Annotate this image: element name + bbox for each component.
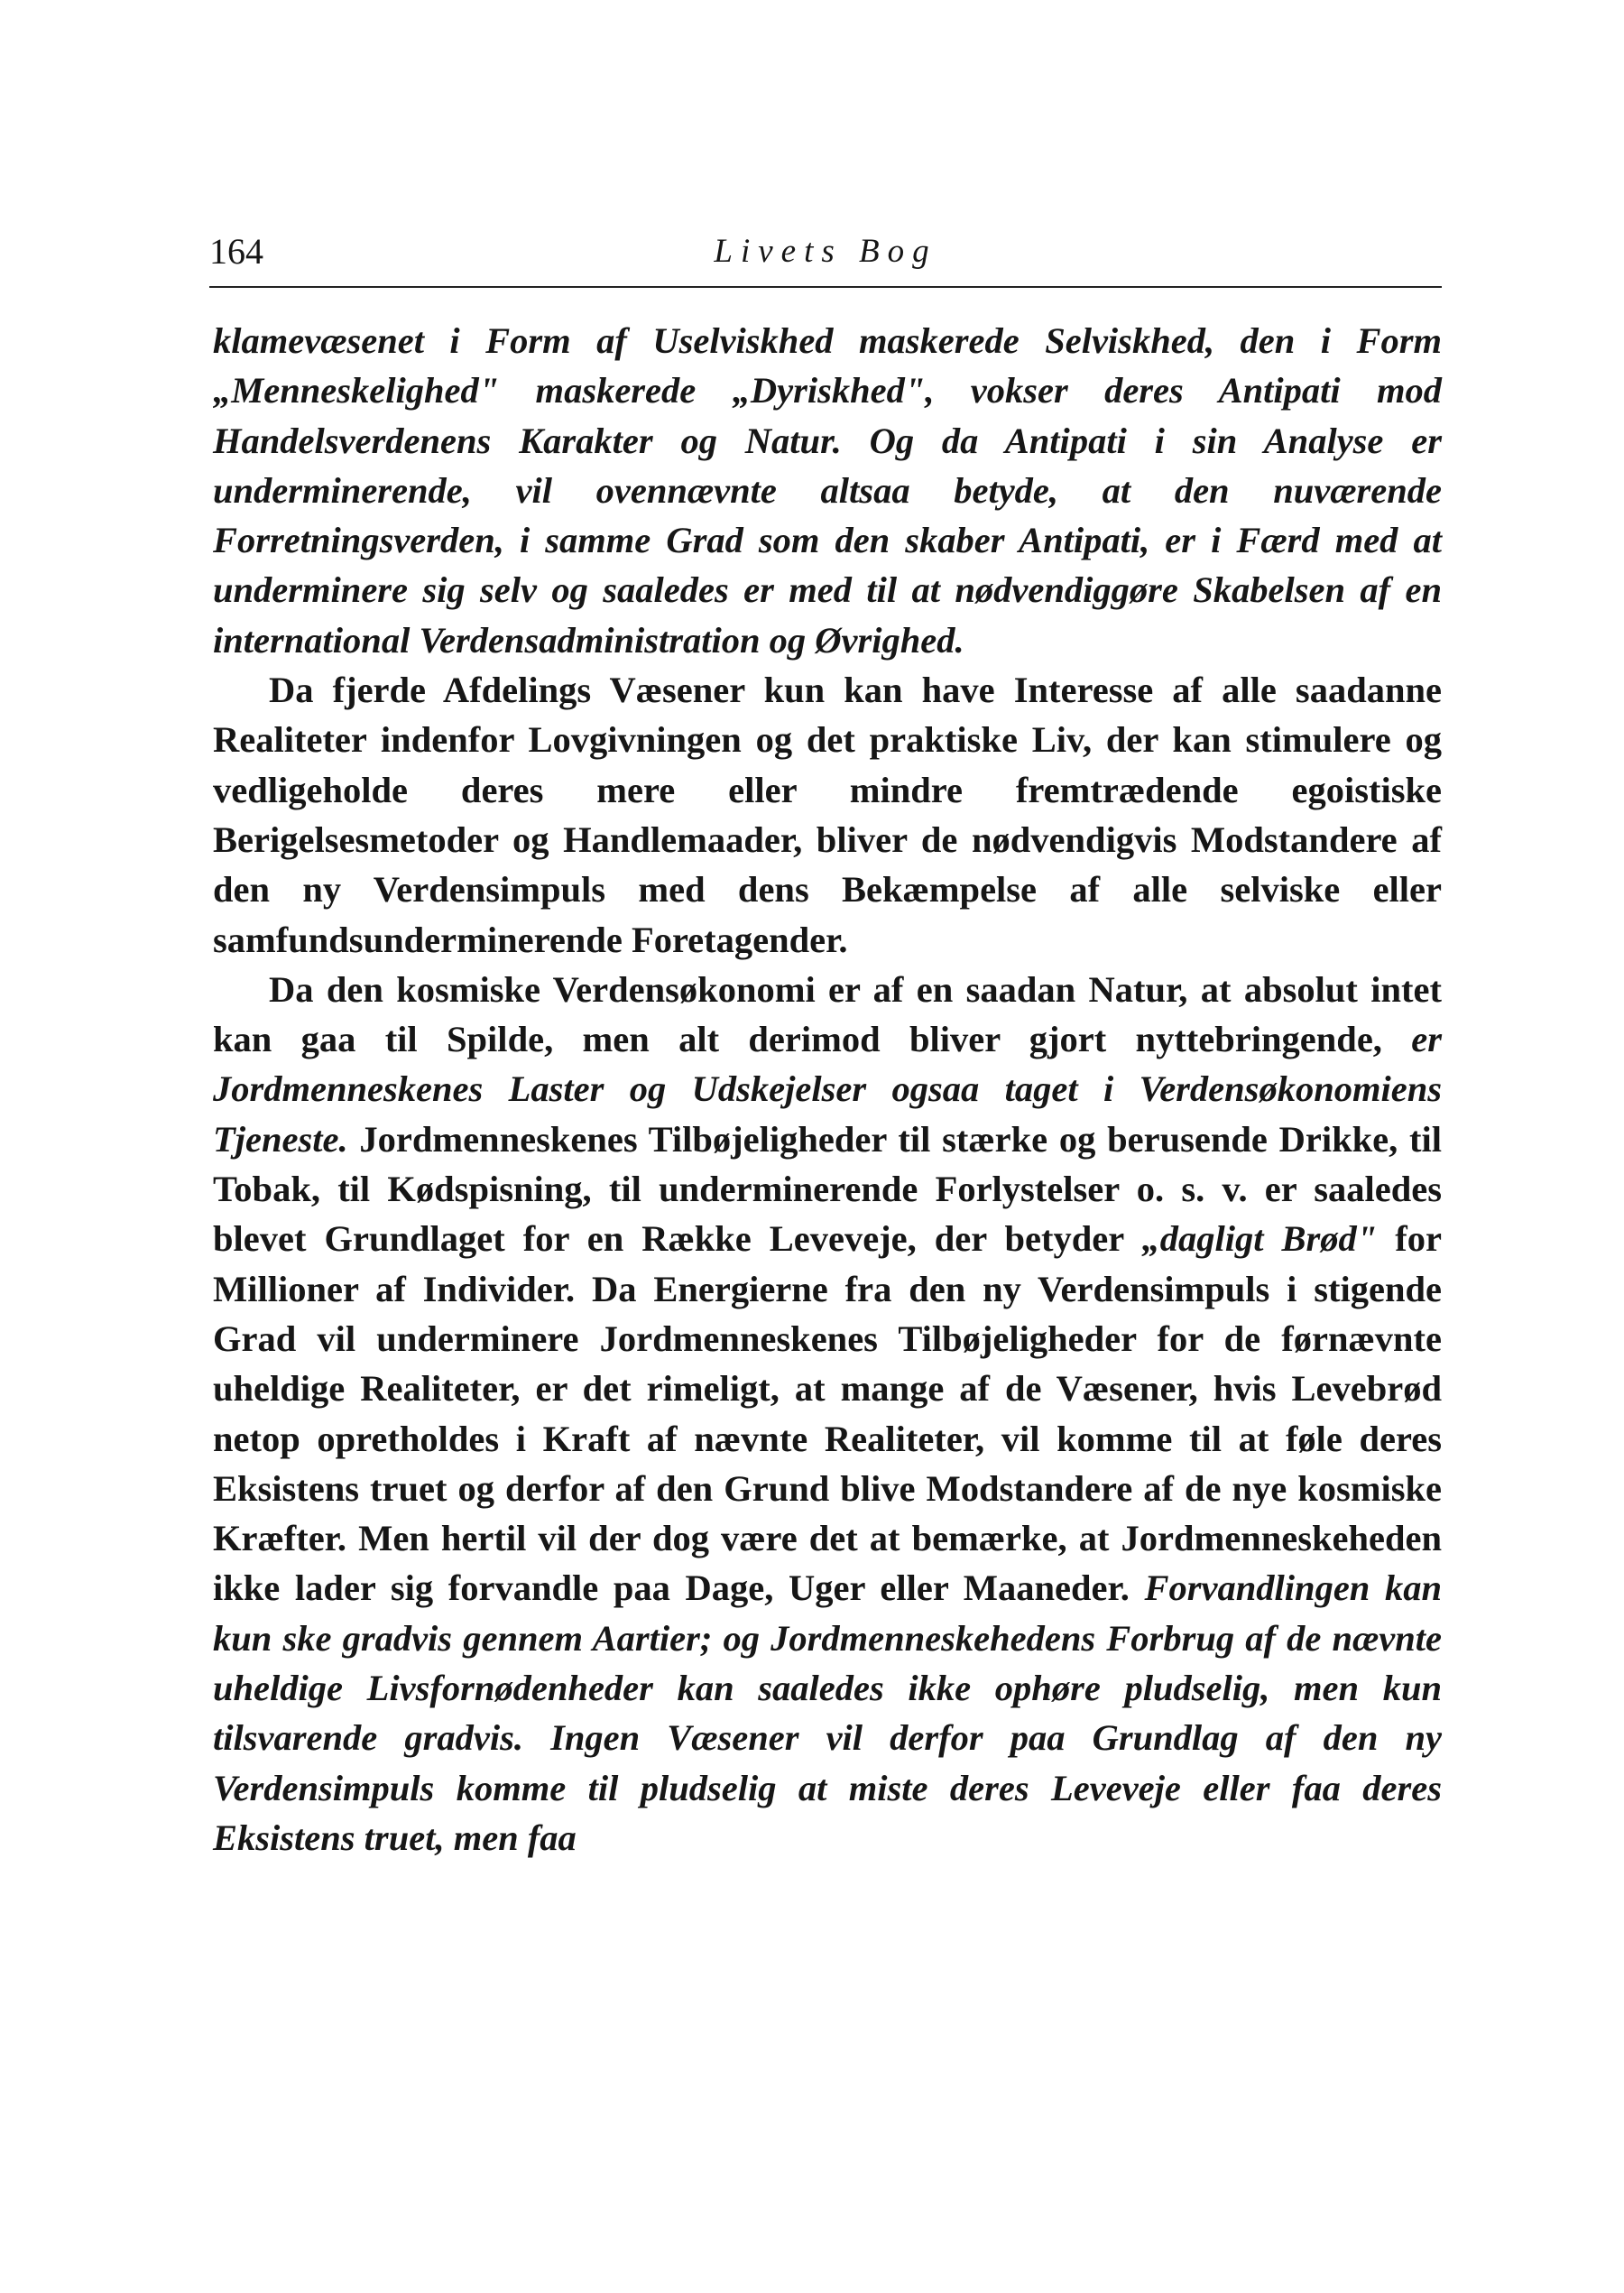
paragraph-2: [213, 665, 1442, 965]
paragraph-2-text: Da fjerde Afdelings Væsener kun kan have Interesse af alle saadanne Realiteter indenfor Lovgivningen og det praktiske Liv, der kan stimulere og vedligeholde deres mere eller mindre fremtrædende egoistiske Berigelsesmetoder og Handlemaader, bliver de nødvendigvis Modstandere af den ny Verdensimpuls med dens Bekæmpelse af alle selviske eller samfundsunderminerende Foretagender.: [213, 670, 1442, 960]
paragraph-3-italic-3: Forvandlingen kan kun ske gradvis gennem Aartier; og Jordmenneskehedens Forbrug af de nævnte uheldige Livsfornødenheder kan saaledes ikke ophøre pludselig, men kun tilsvarende gradvis. Ingen Væsener vil derfor paa Grundlag af den ny Verdensimpuls komme til pludselig at miste deres Leveveje eller faa deres Eksistens truet, men faa: [213, 1567, 1442, 1858]
paragraph-3-text-3: for Millioner af Individer. Da Energierne fra den ny Verdensimpuls i stigende Grad vil underminere Jordmenneskenes Tilbøjeligheder for de førnævnte uheldige Realiteter, er det rimeligt, at mange af de Væsener, hvis Levebrød netop opretholdes i Kraft af nævnte Realiteter, vil komme til at føle deres Eksistens truet og derfor af den Grund blive Modstandere af de nye kosmiske Kræfter. Men hertil vil der dog være det at bemærke, at Jordmenneskeheden ikke lader sig forvandle paa Dage, Uger eller Maaneder.: [213, 1218, 1443, 1609]
page-number: 164: [209, 231, 263, 272]
paragraph-3-italic-2: „dagligt Brød": [1141, 1218, 1378, 1260]
paragraph-1-italic-text: klamevæsenet i Form af Uselviskhed maskerede Selviskhed, den i Form „Menneskelighed" maskerede „Dyriskhed", vokser deres Antipati mod Handelsverdenens Karakter og Natur. Og da Antipati i sin Analyse er underminerende, vil ovennævnte altsaa betyde, at den nuværende Forretningsverden, i samme Grad som den skaber Antipati, er i Færd med at underminere sig selv og saaledes er med til at nødvendiggøre Skabelsen af en international Verdensadministration og Øvrighed.: [213, 320, 1442, 661]
running-header: [209, 230, 1442, 288]
running-title: Livets Bog: [714, 233, 937, 270]
paragraph-3-text-2: Jordmenneskenes Tilbøjeligheder til stærke og berusende Drikke, til Tobak, til Kødspisning, til underminerende Forlystelser o. s. v. er saaledes blevet Grundlaget for en Række Leveveje, der betyder: [213, 1118, 1442, 1260]
paragraph-1: [213, 316, 1442, 665]
paragraph-3-text-1: Da den kosmiske Verdensøkonomi er af en saadan Natur, at absolut intet kan gaa til Spilde, men alt derimod bliver gjort nyttebringende,: [213, 968, 1442, 1060]
page-body: [213, 316, 1442, 1863]
paragraph-3-italic-1: er Jordmenneskenes Laster og Udskejelser ogsaa taget i Verdensøkonomiens Tjeneste.: [213, 1019, 1442, 1160]
paragraph-3: [213, 965, 1442, 1863]
